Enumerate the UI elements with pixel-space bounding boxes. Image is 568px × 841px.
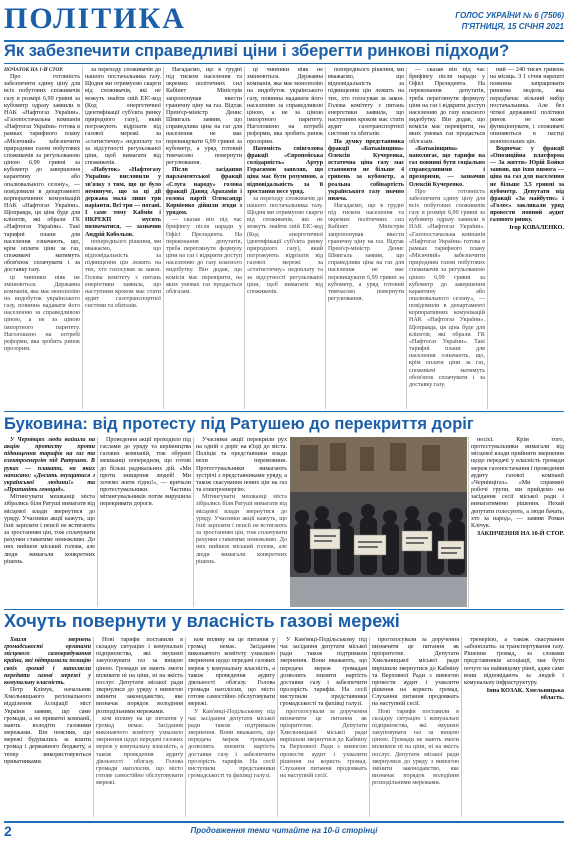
- column-divider: [461, 637, 462, 817]
- continuation-note: Продовження теми читайте на 10-й сторінці: [190, 826, 378, 835]
- column-divider: [277, 637, 278, 817]
- article1-text: попереднього рішення, ми вважаємо, що відповідальність за підвищення цін лежить на тих, хто голосував за закон. Голова комітету з питань енергетики заявила, що наступним кроком має стати аудит газотранспортної системи та облгазів.: [328, 67, 404, 138]
- article2-text: носієї. Крім того, протестувальники вимагали від місцевої влади прийняти звернення щодо передачі у власність громади мереж газопостачання і проведення аудиту газової компанії «Чернівцігаз». «Ми справжні робочі групи, ми прийдемо на засідання сесії міської ради і вимагатимемо рішення. Нехай депутати голосують, а люди бачать, хто за народ», — заявив Роман Клічук.: [471, 437, 564, 529]
- column-divider: [487, 67, 488, 409]
- article3-text: Нові тарифи поставили в складну ситуацію і комунальні підприємства, які змушені закуповувати газ за вищою ціною. Громади не мають змоги впливати ні на ціни, ні на якість послуг. Депутати міської ради звернулися до уряду з вимогою змінити законодавство, яке визначає порядок володіння розподільними мережами.: [96, 637, 183, 715]
- section-rubric: ПОЛІТИКА: [4, 2, 186, 35]
- article2-continuation-note: ЗАКІНЧЕННЯ НА 10-Й СТОР.: [476, 530, 564, 538]
- column-divider: [163, 67, 164, 409]
- column-divider: [82, 67, 83, 409]
- column-divider: [244, 67, 245, 409]
- column-divider: [406, 67, 407, 409]
- article3-column-6: [464, 637, 564, 817]
- article2-text: Проведення акції проходило під гаслами до уряду та керівництва газових компаній, тож обурені мешканці попередили, що готові до більш радикальних дій. «Ми проти знищення людей! Ми хочемо жити гідно!», — кричали протестувальники. Частина мітингувальників потім вирушила перекривати дороги.: [100, 437, 191, 508]
- column-divider: [97, 437, 98, 607]
- section-divider: [4, 609, 564, 610]
- article3-text: тренерією, а також скасування «абонплати» за транспортування газу. Рішення громад, за словами представників асоціації, має бути почуте на найвищому рівні, адже саме вони відповідають за людей і комунальну інфраструктуру.: [464, 637, 564, 686]
- article1-column-5: [328, 67, 404, 409]
- article3-column-5: [372, 637, 459, 817]
- article1-quote: «Набуток» «Нафтогазу України» висловили у зв'язку з тим, що це було неминуче, що за ці дії держава мала лише три варіанти. Всі три — погані. І саме тому Кабмін і НКРЕКП мусять визначатися, — зазначив Андрій Кобольов.: [85, 167, 161, 238]
- article1-faction-note: Водночас у фракції «Опозиційна платформа — За життя» Юрій Бойко заявив, що їхня вимога — ціна на газ для населення не більше 3,5 гривні за кубометр. Депутати від фракції «За майбутнє» і «Голос» закликали уряд провести повний аудит газового ринку.: [490, 145, 564, 224]
- article1-signature: Ігор КОВАЛЕНКО.: [509, 224, 564, 232]
- page-number: 2: [4, 823, 12, 839]
- headline-rule: [4, 63, 564, 64]
- article1-text: — сказав він під час брифінгу після наради у Офісі Президента. На переконання депутатів, треба переглянути формулу ціни на газ і відкрити доступ населенню до газу власного видобутку. Він додав, що комісія має перевірити, на яких умовах газ продається облгазам.: [409, 67, 485, 145]
- article1-text: Про готовність забезпечити єдину ціну для всіх побутових споживачів газу в розмірі 6,99 гривні за кубометр одразу заявили в НАК «Нафтогаз України». «Газопостачальна компанія «Нафтогаз України» готова в рамках тарифного плану «Місячний» забезпечити природним газом побутових споживачів за регульованою ціною 6,99 гривні за кубометр до завершення карантину або опалювального сезону», — повідомили в департаменті корпоративних комунікацій НАК «Нафтогаз України». Щоправда, ця ціна буде для клієнтів, які обрали ГК «Нафтогаз України». Такі тарифні плани для населення означають, що, крім оплати ціни за газ, споживачі матимуть обов'язок сплачувати і за доставку газу.: [4, 74, 80, 274]
- article2-headline: Буковина: від протесту під Ратушею до перекриття доріг: [4, 415, 474, 433]
- article3-text: проголосували за доручення визначити це питання як пріоритетне. Депутати Хмельницької міської ради вирішили звернутися до Кабміну та Верховної Ради з вимогою провести аудит і ухвалити рішення на користь громад. Слухання питання продовжать на наступній сесії.: [372, 637, 459, 708]
- article1-text-cont: Про готовність забезпечити єдину ціну для всіх побутових споживачів газу в розмірі 6,99 гривні за кубометр одразу заявили в НАК «Нафтогаз України». «Газопостачальна компанія «Нафтогаз України» готова в рамках тарифного плану «Місячний» забезпечити природним газом побутових споживачів за регульованою ціною 6,99 гривні за кубометр до завершення карантину або опалювального сезону», — повідомили в департаменті корпоративних комунікацій НАК «Нафтогаз України». Щоправда, ця ціна буде для клієнтів, які обрали ГК «Нафтогаз України». Такі тарифні плани для населення означають, що, крім оплати ціни за газ, споживачі матимуть обов'язок сплачувати і за доставку газу.: [409, 188, 485, 388]
- section-divider: [4, 411, 564, 412]
- column-divider: [193, 437, 194, 607]
- article3-text-cont: проголосували за доручення визначити це питання як пріоритетне. Депутати Хмельницької міської ради вирішили звернутися до Кабміну та Верховної Ради з вимогою провести аудит і ухвалити рішення на користь громад. Слухання питання продовжать на наступній сесії.: [280, 708, 367, 779]
- article1-column-4: [247, 67, 323, 409]
- column-divider: [185, 637, 186, 817]
- article1-column-6: [409, 67, 485, 409]
- article3-column-1: [4, 637, 91, 817]
- article2-column-4: [471, 437, 564, 607]
- issue-date: П'ЯТНИЦЯ, 15 СІЧНЯ 2021: [461, 22, 564, 31]
- article3-column-2: [96, 637, 183, 817]
- article2-text: Мітингувати мешканці міста зібрались біля Ратуші вимагати від місцевої влади звернутися до уряду. Учасники акції кажуть, що їхні зарплати і пенсії не встигають за зростанням цін, тож сплачувати рахунки ставатиме неможливо. До них вийшов міський голова, але люди вимагали конкретних рішень.: [4, 494, 95, 565]
- article3-text: У Кам'янці-Подільському під час засідання депутати міської ради також підтримали звернення. Вони вважають, що передача мереж громадам дозволить знизити вартість доставки газу і забезпечити прозорість тарифів. На сесії виступили представники громадськості та фахівці галузі.: [280, 637, 367, 708]
- article3-text-cont: ком впливу на це питання у громад немає. Засідання виконавчого комітету ухвалило звернення щодо передачі газових мереж у комунальну власність, а також проведення аудиту діяльності облгазу. Голова громади наголосив, що місто готове самостійно обслуговувати мережі.: [96, 715, 183, 787]
- article1-faction-note: Натомість співголова фракції «Європейська солідарність» Артур Герасимов заявляв, що ціна має бути розумною, а відповідальність за її зростання несе уряд.: [247, 145, 323, 195]
- article2-text: Учасники акції перекрили рух на одній з доріг на в'їзді до міста. Поліція та представники влади вели перемовини. Протестувальники вимагають зустрічі з представниками уряду, а також скасування нових цін на газ та електроенергію.: [196, 437, 287, 494]
- article1-text: ний — 240 тисяч гривень на місяць. З 1 січня нарешті повинна запрацювати ринкова модель, яка передбачає вільний вибір постачальника. Але без чіткої державної політики ринок не може функціонувати, і споживачі опиняються в пастці монопольних цін.: [490, 67, 564, 145]
- article1-text: ці чинники ніяк не змінюються. Державна компанія, яка має монополію на видобуток українського газу, повинна надавати його населенню за справедливою ціною, а не за ціною імпортного паритету. Наголошено на потребі реформи, яка зробить ринок прозорим.: [247, 67, 323, 145]
- article3-signature: Інна КОЗАК. Хмельницька область.: [486, 687, 564, 702]
- issue-number: ГОЛОС УКРАЇНИ № 6 (7506): [455, 11, 564, 20]
- article2-text-cont: Мітингувати мешканці міста зібрались біля Ратуші вимагати від місцевої влади звернутися до уряду. Учасники акції кажуть, що їхні зарплати і пенсії не встигають за зростанням цін, тож сплачувати рахунки ставатиме неможливо. До них вийшов міський голова, але люди вимагали конкретних рішень.: [196, 494, 287, 565]
- article3-headline: Хочуть повернути у власність газові мережі: [4, 611, 400, 631]
- article3-text-cont: Нові тарифи поставили в складну ситуацію і комунальні підприємства, які змушені закуповувати газ за вищою ціною. Громади не мають змоги впливати ні на ціни, ні на якість послуг. Депутати міської ради звернулися до уряду з вимогою змінити законодавство, яке визначає порядок володіння розподільними мережами.: [372, 708, 459, 787]
- article2-column-1: [4, 437, 95, 607]
- article1-kicker: ПОЧАТОК НА 1-Й СТОР.: [4, 67, 64, 73]
- article1-headline: Як забезпечити справедливі ціни і зберегти ринкові підходи?: [4, 42, 510, 60]
- article1-text: за переходу споживачів до нашого постачальника газу. Щодня ми отримуємо скарги від споживачів, які не можуть знайти свій ЕІС-код (Код енергетичної ідентифікації суб'єкта ринку природного газу), який погрожують відрізати від газової мережі за «статистичну» недоплату та за відсутності регульованої ціни, щоб вимагати від споживачів.: [85, 67, 161, 167]
- article1-text-cont: за переходу споживачів до нашого постачальника газу. Щодня ми отримуємо скарги від споживачів, які не можуть знайти свій ЕІС-код (Код енергетичної ідентифікації суб'єкта ринку природного газу), який погрожують відрізати від газової мережі за «статистичну» недоплату та за відсутності регульованої ціни, щоб вимагати від споживачів.: [247, 195, 323, 295]
- article1-column-2: [85, 67, 161, 409]
- article2-column-3: [196, 437, 287, 607]
- article3-column-3: [188, 637, 275, 817]
- article1-text-cont: Нагадаємо, що в грудні під тиском населення та окремих політичних сил Кабінет Міністрів запропонував ввести граничну ціну на газ. Відтак Прем'єр-міністр Денис Шмигаль заявив, що справедлива ціна на газ для населення не має перевищувати 6,99 гривні за кубометр, а уряд готовий тимчасово повернути регулювання.: [328, 202, 404, 302]
- column-divider: [369, 637, 370, 817]
- article2-column-2: [100, 437, 191, 607]
- article1-text-cont: ці чинники ніяк не змінюються. Державна компанія, яка має монополію на видобуток українського газу, повинна надавати його населенню за справедливою ціною, а не за ціною імпортного паритету. Наголошено на потребі реформи, яка зробить ринок прозорим.: [4, 274, 80, 353]
- article3-text: Петр Клімук, начальник Хмельницького регіонального відділення Асоціації міст України заявив, що саме громади, а не приватні компанії, мають володіти газовими мережами. Він пояснив, що мережі будувались за кошти громад і державного бюджету, а тепер використовуються приватниками.: [4, 687, 91, 765]
- article1-column-3: [166, 67, 242, 409]
- article1-text: Нагадаємо, що в грудні під тиском населення та окремих політичних сил Кабінет Міністрів запропонував ввести граничну ціну на газ. Відтак Прем'єр-міністр Денис Шмигаль заявив, що справедлива ціна на газ для населення не має перевищувати 6,99 гривні за кубометр, а уряд готовий тимчасово повернути регулювання.: [166, 67, 242, 167]
- protest-crowd-image: [290, 437, 467, 607]
- article3-lead: Хвиля звернень громадськості органами місцевого самоврядування країни, які підтримали позицію своїх громад і наполягли передати газові мережі у комунальну власність.: [4, 637, 91, 686]
- article3-text-cont: У Кам'янці-Подільському під час засідання депутати міської ради також підтримали звернення. Вони вважають, що передача мереж громадам дозволить знизити вартість доставки газу і забезпечити прозорість тарифів. На сесії виступили представники громадськості та фахівці галузі.: [188, 708, 275, 779]
- protest-photo: [290, 437, 467, 607]
- article1-faction-note: Після засідання парламентської фракції «Слуга народу» голова фракції Давид Арахамія і голова партії Олександр Корніенко дійшли згоди з урядом.: [166, 167, 242, 217]
- article3-column-4: [280, 637, 367, 817]
- article3-text: ком впливу на це питання у громад немає. Засідання виконавчого комітету ухвалило звернення щодо передачі газових мереж у комунальну власність, а також проведення аудиту діяльності облгазу. Голова громади наголосив, що місто готове самостійно обслуговувати мережі.: [188, 637, 275, 708]
- article1-quote: «Батьківщина» наполягає, що тарифи на газ повинні бути соціально справедливими і прозорими, — зазначив Олексій Кучеренко.: [409, 145, 485, 188]
- column-divider: [468, 437, 469, 607]
- issue-info: [455, 10, 564, 32]
- article1-text-cont: — сказав він під час брифінгу після наради у Офісі Президента. На переконання депутатів, треба переглянути формулу ціни на газ і відкрити доступ населенню до газу власного видобутку. Він додав, що комісія має перевірити, на яких умовах газ продається облгазам.: [166, 217, 242, 295]
- page-footer: [4, 821, 564, 841]
- column-divider: [93, 637, 94, 817]
- article1-column-7: [490, 67, 564, 409]
- article1-column-1: [4, 67, 80, 409]
- article1-faction-note: На думку представника фракції «Батьківщина» Олексія Кучеренка, остаточна ціна газу має становити не більше 4 гривень за кубометр, а реальна собівартість українського газу значно нижча.: [328, 138, 404, 202]
- masthead: [4, 4, 564, 42]
- column-divider: [325, 67, 326, 409]
- article1-text-cont: попереднього рішення, ми вважаємо, що відповідальність за підвищення цін лежить на тих, хто голосував за закон. Голова комітету з питань енергетики заявила, що наступним кроком має стати аудит газотранспортної системи та облгазів.: [85, 238, 161, 310]
- article2-lead: У Чернівцях люди вийшли на акцію протесту проти підвищення тарифів на газ та електроенергію під Ратушею. В руках — плакати, на яких написано: «Досить знущатися з української людини!» та «Припиніть геноцид».: [4, 437, 95, 494]
